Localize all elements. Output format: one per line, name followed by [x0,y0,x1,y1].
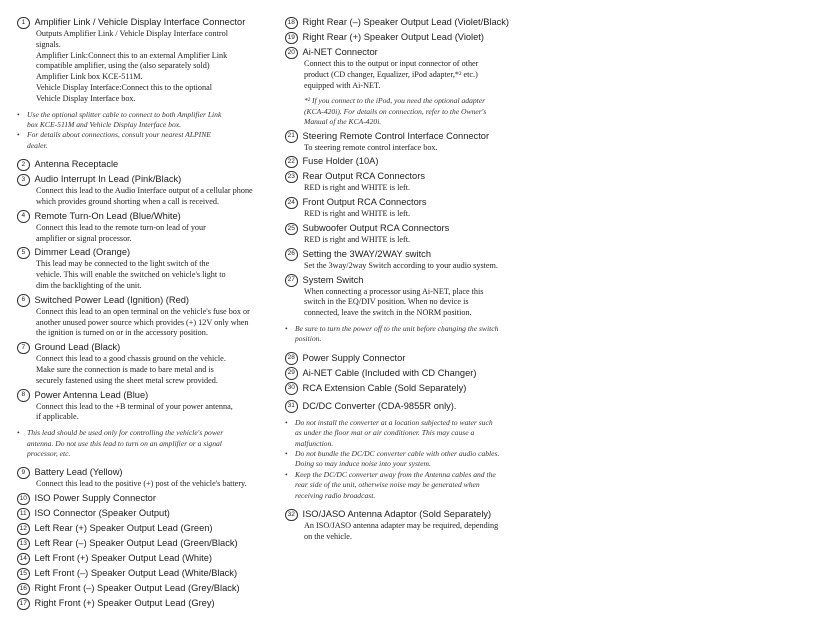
item-number-badge: 15 [17,568,30,581]
connection-item [285,352,540,365]
item-description-line: Outputs Amplifier Link / Vehicle Display Interface control [36,29,228,38]
note-text [27,110,221,131]
item-description-line: When connecting a processor using Ai-NET, place this [304,286,484,296]
note-line: rear side of the unit, otherwise noise may be generated when [295,480,480,490]
item-number-badge: 25 [285,223,298,236]
item-heading [17,597,279,610]
item-title: DC/DC Converter (CDA-9855R only). [302,400,457,411]
note-item [17,130,279,151]
item-heading [285,367,540,380]
note-line: box KCE-511M and Vehicle Display Interface box. [27,119,182,129]
connection-item [17,246,279,291]
note-line: dealer. [27,140,48,150]
connection-item [17,582,279,595]
note-line: position. [295,334,322,344]
item-title: Ai-NET Cable (Included with CD Changer) [302,367,477,378]
item-title: Right Front (+) Speaker Output Lead (Grey) [34,598,215,609]
note-line: malfunction. [295,438,334,448]
note-item [285,470,540,501]
connection-item [285,248,540,272]
bullet-icon: • [285,469,288,479]
item-number-badge: 13 [17,538,30,551]
item-description-line: Connect this lead to the remote turn-on lead of your [36,222,206,232]
item-description-line: RED is right and WHITE is left. [304,209,411,219]
item-number-badge: 2 [17,159,30,172]
connection-item [17,158,279,171]
connection-item [285,400,540,413]
item-heading [17,16,279,29]
connection-item [17,552,279,565]
item-number-badge: 11 [17,508,30,521]
item-number-badge: 10 [17,493,30,506]
item-number-badge: 16 [17,583,30,596]
item-title: Amplifier Link / Vehicle Display Interface Connector [34,17,246,27]
item-heading [17,582,279,595]
connection-item [285,130,540,154]
note-item [17,428,279,459]
connection-item [285,170,540,194]
note-text [295,470,496,501]
connection-item [17,173,279,208]
item-number-badge: 22 [285,156,298,169]
item-title: Left Rear (–) Speaker Output Lead (Green/Black) [34,538,238,549]
connection-item [17,597,279,610]
item-heading [285,155,540,168]
item-heading [17,294,279,307]
item-heading [17,158,279,171]
item-description-line: Connect this lead to a good chassis ground on the vehicle. [36,354,226,364]
item-description-line: equipped with Ai-NET. [304,80,381,90]
note-line: Be sure to turn the power off to the unit before changing the switch [295,323,499,333]
item-description-line: Amplifier Link box KCE-511M. [36,72,143,82]
item-description-line: Make sure the connection is made to bare metal and is [36,364,214,374]
item-number-badge: 6 [17,294,30,307]
item-title: Switched Power Lead (Ignition) (Red) [34,294,190,305]
connection-item [17,567,279,580]
item-title: ISO/JASO Antenna Adaptor (Sold Separately) [302,509,492,520]
right-column [285,16,540,545]
item-heading [285,382,540,395]
item-description-line: RED is right and WHITE is left. [304,183,411,193]
item-heading [17,552,279,565]
item-number-badge: 5 [17,247,30,260]
item-number-badge: 3 [17,174,30,187]
note-text [27,428,223,459]
item-description-line: the ignition is turned on or in the accessory position. [36,328,208,338]
notes-block [285,324,540,345]
item-description-line: An ISO/JASO antenna adapter may be required, depending [304,521,499,531]
connection-item [17,466,279,490]
item-heading [17,522,279,535]
item-number-badge: 26 [285,248,298,261]
item-heading [17,246,279,259]
item-heading [285,196,540,209]
item-description-line: Set the 3way/2way Switch according to your audio system. [304,260,498,270]
item-description-line: amplifier or signal processor. [36,233,132,243]
item-number-badge: 7 [17,342,30,355]
item-heading [17,210,279,223]
item-title: Audio Interrupt In Lead (Pink/Black) [34,174,182,185]
connection-item [17,294,279,339]
item-number-badge: 9 [17,467,30,480]
item-heading [285,16,540,29]
item-description-line: Connect this lead to the +B terminal of your power antenna, [36,401,233,411]
footnote-line: (KCA-420i). For details on connection, refer to the Owner's [304,106,487,116]
item-heading [285,248,540,261]
item-heading [17,341,279,354]
item-title: Left Front (+) Speaker Output Lead (White) [34,553,212,564]
note-text [27,130,211,151]
item-title: Antenna Receptacle [34,159,119,170]
item-title: Steering Remote Control Interface Connector [302,130,490,141]
item-heading [17,492,279,505]
item-description-line: switch in the EQ/DIV position. When no device is [304,297,469,307]
note-line: Do not install the converter at a location subjected to water such [295,417,493,427]
item-description-line: product (CD changer, Equalizer, iPod adapter,*² etc.) [304,69,478,79]
item-description-line: To steering remote control interface box. [304,142,438,152]
note-line: antenna. Do not use this lead to turn on an amplifier or a signal [27,438,222,448]
bullet-icon: • [285,323,288,333]
item-title: Left Front (–) Speaker Output Lead (White/Black) [34,568,238,579]
item-footnote [304,96,540,127]
connection-item [285,16,540,29]
item-number-badge: 30 [285,382,298,395]
item-number-badge: 31 [285,400,298,413]
item-title: Right Rear (+) Speaker Output Lead (Violet) [302,32,484,42]
note-line: This lead should be used only for controlling the vehicle's power [27,428,224,438]
item-title: Right Rear (–) Speaker Output Lead (Violet/Black) [302,17,510,27]
item-number-badge: 27 [285,274,298,287]
note-line: Use the optional splitter cable to connect to both Amplifier Link [27,109,222,119]
item-description-line: This lead may be connected to the light switch of the [36,259,210,269]
note-item [285,324,540,345]
item-title: System Switch [302,274,364,285]
connection-item [17,492,279,505]
connection-item [17,341,279,386]
item-heading [285,222,540,235]
connection-item [285,274,540,319]
note-item [285,449,540,470]
item-number-badge: 20 [285,47,298,60]
item-heading [285,274,540,287]
item-heading [285,130,540,143]
note-item [17,110,279,131]
item-description-line: RED is right and WHITE is left. [304,235,411,244]
item-number-badge: 18 [285,17,298,30]
connection-item [285,367,540,380]
item-number-badge: 17 [17,598,30,611]
item-description-line: Vehicle Display Interface box. [36,93,136,103]
note-line: Keep the DC/DC converter away from the Antenna cables and the [295,469,496,479]
connection-item [285,31,540,44]
item-number-badge: 12 [17,523,30,536]
connection-item [17,522,279,535]
item-title: ISO Power Supply Connector [34,493,156,504]
item-heading [285,170,540,183]
item-description-line: Connect this lead to the Audio Interface output of a cellular phone [36,186,253,196]
item-description-line: dim the backlighting of the unit. [36,280,142,290]
item-description-line: Connect this lead to an open terminal on the vehicle's fuse box or [36,306,250,316]
note-line: For details about connections, consult your nearest ALPINE [27,130,211,140]
bullet-icon: • [285,449,288,459]
item-title: Setting the 3WAY/2WAY switch [302,248,431,259]
item-heading [17,537,279,550]
item-title: Left Rear (+) Speaker Output Lead (Green) [34,523,213,534]
item-description-line: on the vehicle. [304,531,352,541]
item-title: RCA Extension Cable (Sold Separately) [302,382,467,393]
item-title: Subwoofer Output RCA Connectors [302,223,450,233]
item-description-line: vehicle. This will enable the switched on vehicle's light to [36,270,226,280]
item-title: Front Output RCA Connectors [302,197,427,208]
notes-block [285,418,540,501]
item-description-line: signals. [36,39,61,49]
item-heading [17,173,279,186]
note-text [295,418,493,449]
item-number-badge: 32 [285,509,298,522]
item-description-line: Amplifier Link:Connect this to an external Amplifier Link [36,50,228,60]
item-number-badge: 24 [285,197,298,210]
item-number-badge: 28 [285,352,298,365]
item-number-badge: 21 [285,130,298,143]
item-title: Rear Output RCA Connectors [302,171,425,182]
item-description-line: Connect this to the output or input connector of other [304,59,479,68]
connection-item [17,507,279,520]
connection-item [285,155,540,168]
item-heading [285,31,540,44]
bullet-icon: • [285,417,288,427]
connection-item [285,196,540,220]
item-heading [285,352,540,365]
note-text [295,324,498,345]
note-text [295,449,499,470]
item-title: Power Antenna Lead (Blue) [34,389,149,400]
item-number-badge: 29 [285,367,298,380]
footnote-line: *² If you connect to the iPod, you need the optional adapter [304,96,486,106]
bullet-icon: • [17,109,20,119]
item-title: Power Supply Connector [302,352,406,363]
item-description-line: if applicable. [36,412,79,422]
item-title: Right Front (–) Speaker Output Lead (Grey/Black) [34,583,240,594]
item-description-line: another unused power source which provides (+) 12V only when [36,317,249,327]
item-heading [17,466,279,479]
connection-item [285,222,540,246]
item-number-badge: 19 [285,32,298,45]
item-title: ISO Connector (Speaker Output) [34,508,170,519]
note-item [285,418,540,449]
item-heading [285,46,540,59]
note-line: Do not bundle the DC/DC converter cable with other audio cables. [295,449,500,459]
item-title: Battery Lead (Yellow) [34,467,123,478]
note-line: receiving radio broadcast. [295,490,376,500]
connection-item [285,46,540,128]
connection-item [17,210,279,245]
footnote-line: Manual of the KCA-420i. [304,117,382,127]
note-line: as under the floor mat or air conditioner. This may cause a [295,428,475,438]
item-heading [17,567,279,580]
item-description-line: connected, leave the switch in the NORM position. [304,308,472,318]
item-title: Ground Lead (Black) [34,342,121,353]
item-number-badge: 8 [17,389,30,402]
connection-item [17,16,279,105]
note-line: Doing so may induce noise into your system. [295,459,431,469]
item-number-badge: 1 [17,17,30,30]
item-description-line: securely fastened using the sheet metal screw provided. [36,375,218,385]
item-heading [285,400,540,413]
item-description-line: Connect this lead to the positive (+) post of the vehicle's battery. [36,479,247,489]
item-heading [17,507,279,520]
item-description-line: which provides ground shorting when a call is received. [36,197,220,206]
left-column [17,16,279,612]
connection-item [285,382,540,395]
connection-item [17,537,279,550]
item-description-line: compatible amplifier, using the (also separately sold) [36,61,210,71]
notes-block [17,110,279,152]
item-heading [17,389,279,402]
item-description-line: Vehicle Display Interface:Connect this to the optional [36,82,212,92]
connection-item [285,508,540,543]
connection-item [17,389,279,424]
item-number-badge: 4 [17,210,30,223]
item-title: Fuse Holder (10A) [302,156,379,167]
item-number-badge: 23 [285,171,298,184]
item-title: Dimmer Lead (Orange) [34,247,131,258]
item-title: Remote Turn-On Lead (Blue/White) [34,210,181,221]
note-line: processor, etc. [27,448,71,458]
notes-block [17,428,279,459]
item-number-badge: 14 [17,553,30,566]
item-heading [285,508,540,521]
item-title: Ai-NET Connector [302,47,378,57]
bullet-icon: • [17,428,20,438]
bullet-icon: • [17,130,20,140]
